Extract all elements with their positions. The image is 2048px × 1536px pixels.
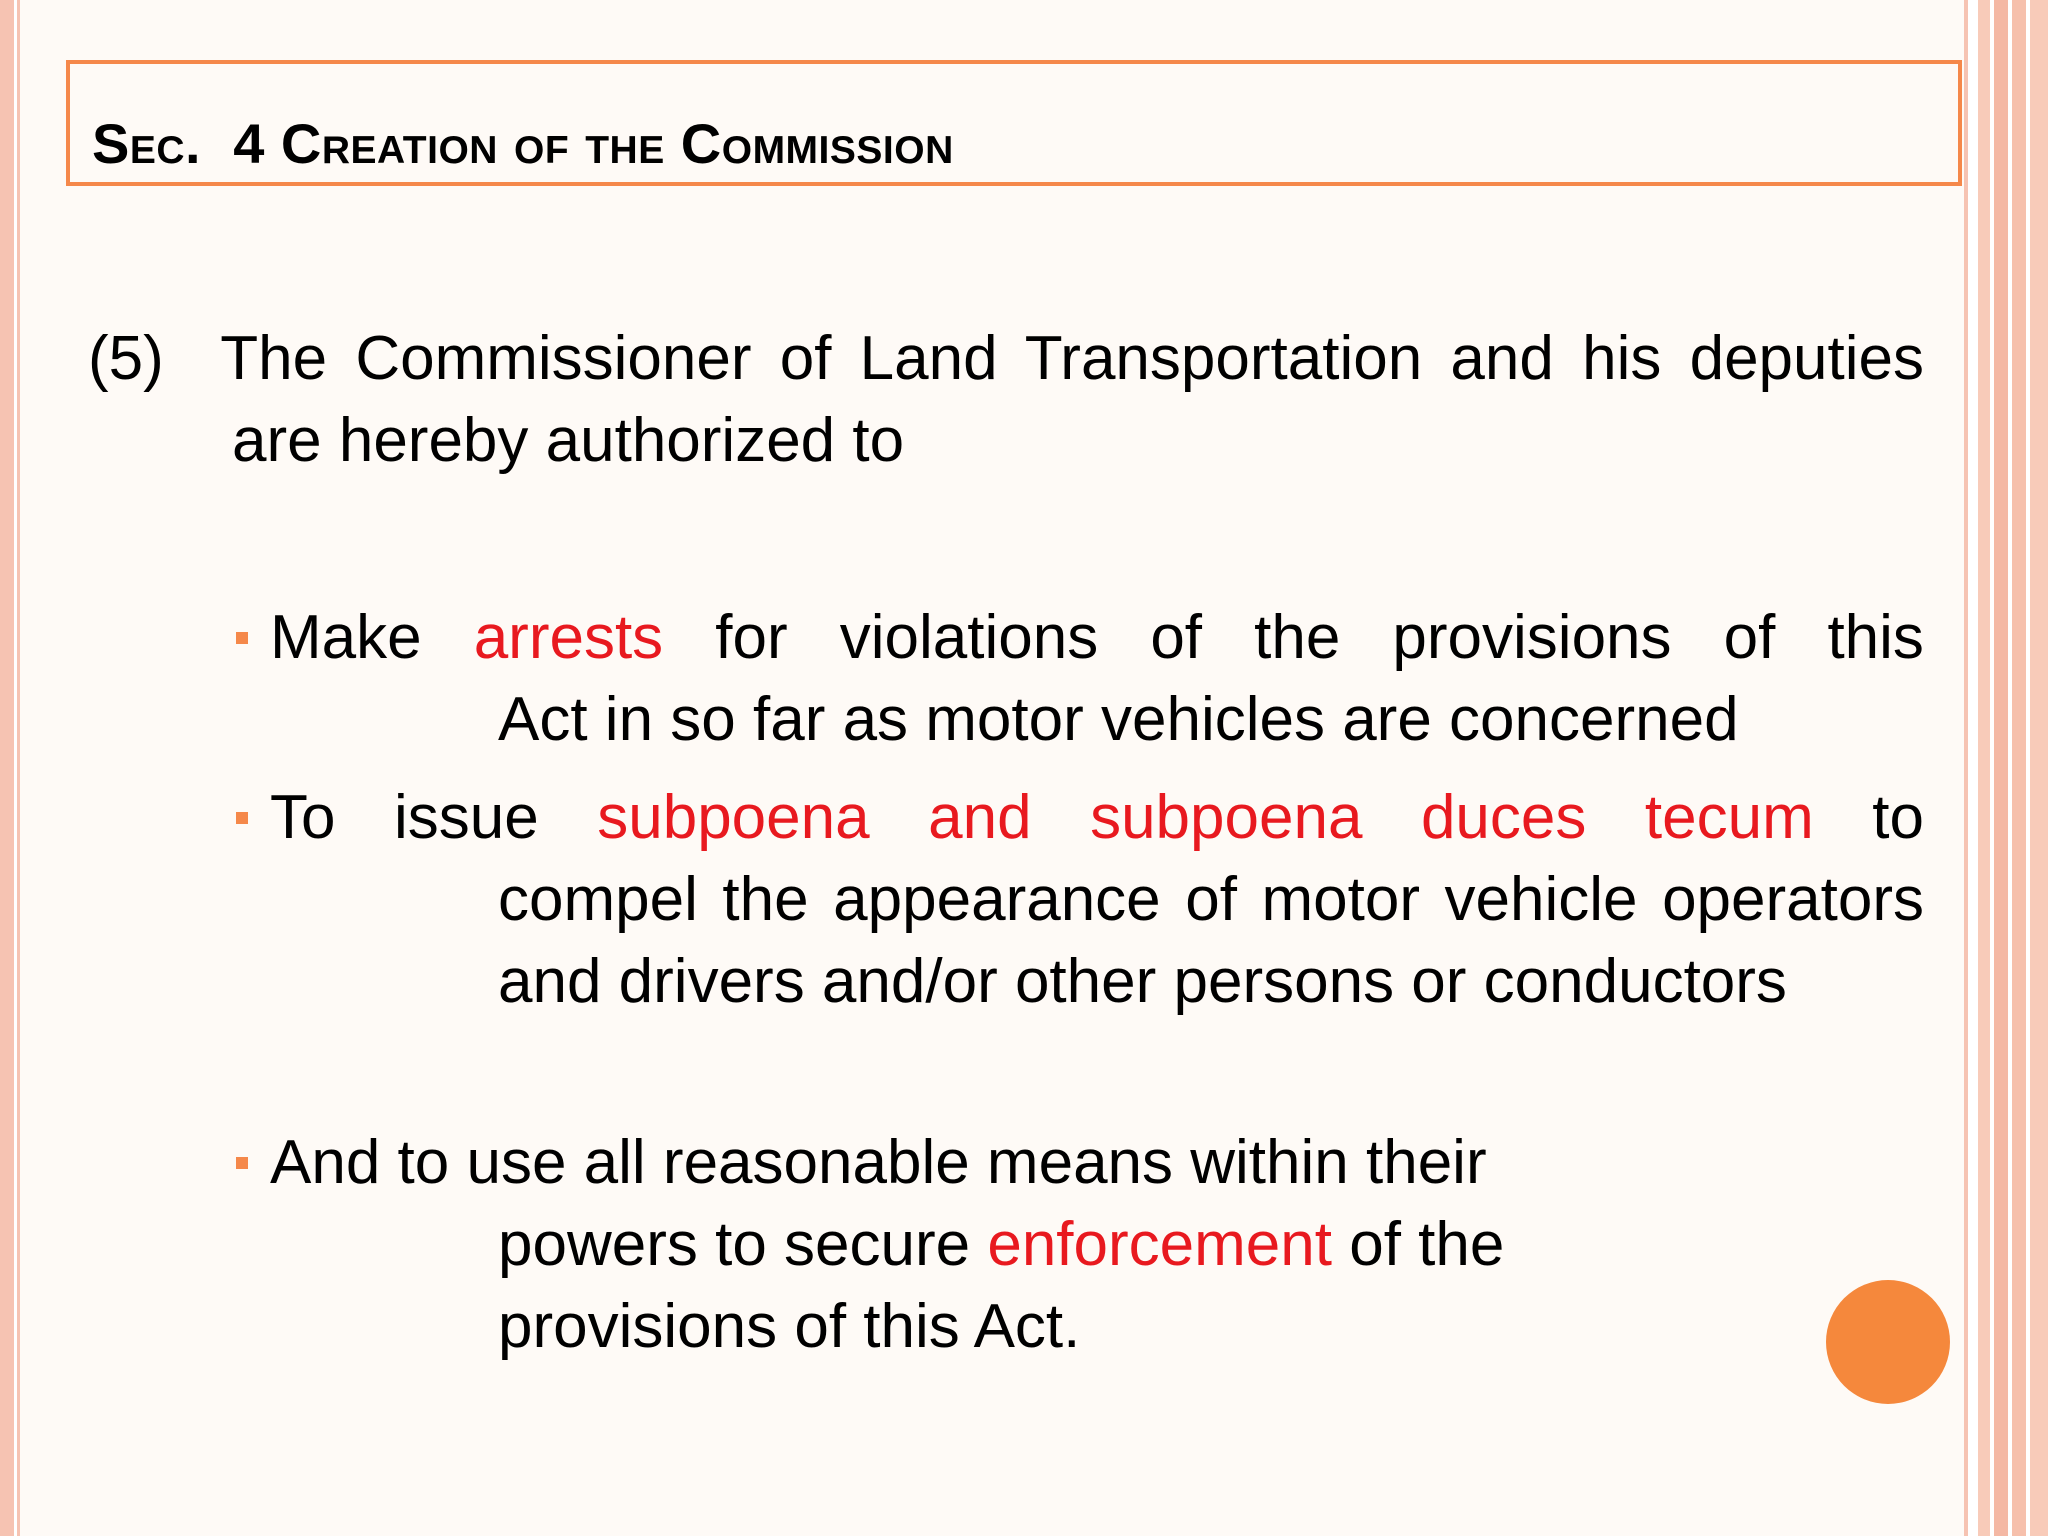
bullet-item-subpoena: To issue subpoena and subpoena duces tecum to compel the appearance of motor vehicle operators and drivers and/or other persons or conductors	[236, 777, 1924, 1023]
title-box	[66, 60, 1962, 186]
bullet-marker-icon	[236, 1157, 248, 1169]
bullet-item-enforcement: And to use all reasonable means within their powers to secure enforcement of the provisions of this Act.	[236, 1122, 1636, 1368]
left-decorative-border	[0, 0, 20, 1536]
bullet-marker-icon	[236, 632, 248, 644]
bullet-marker-icon	[236, 812, 248, 824]
bullet-3-continuation: powers to secure enforcement of the provisions of this Act.	[498, 1210, 1505, 1361]
clause-number: (5)	[88, 324, 164, 393]
bullet-1-continuation: Act in so far as motor vehicles are concerned	[498, 685, 1739, 754]
intro-paragraph	[88, 318, 1924, 482]
bullet-item-arrests: Make arrests for violations of the provisions of this Act in so far as motor vehicles are concerned	[236, 597, 1924, 761]
slide-title: Sec. 4 Creation of the Commission	[92, 112, 954, 175]
orange-circle-decoration	[1826, 1280, 1950, 1404]
right-decorative-stripes	[1964, 0, 2048, 1536]
bullet-2-continuation: compel the appearance of motor vehicle operators and drivers and/or other persons or conductors	[498, 865, 1924, 1016]
intro-text: The Commissioner of Land Transportation and his deputies are hereby authorized to	[220, 324, 1924, 475]
